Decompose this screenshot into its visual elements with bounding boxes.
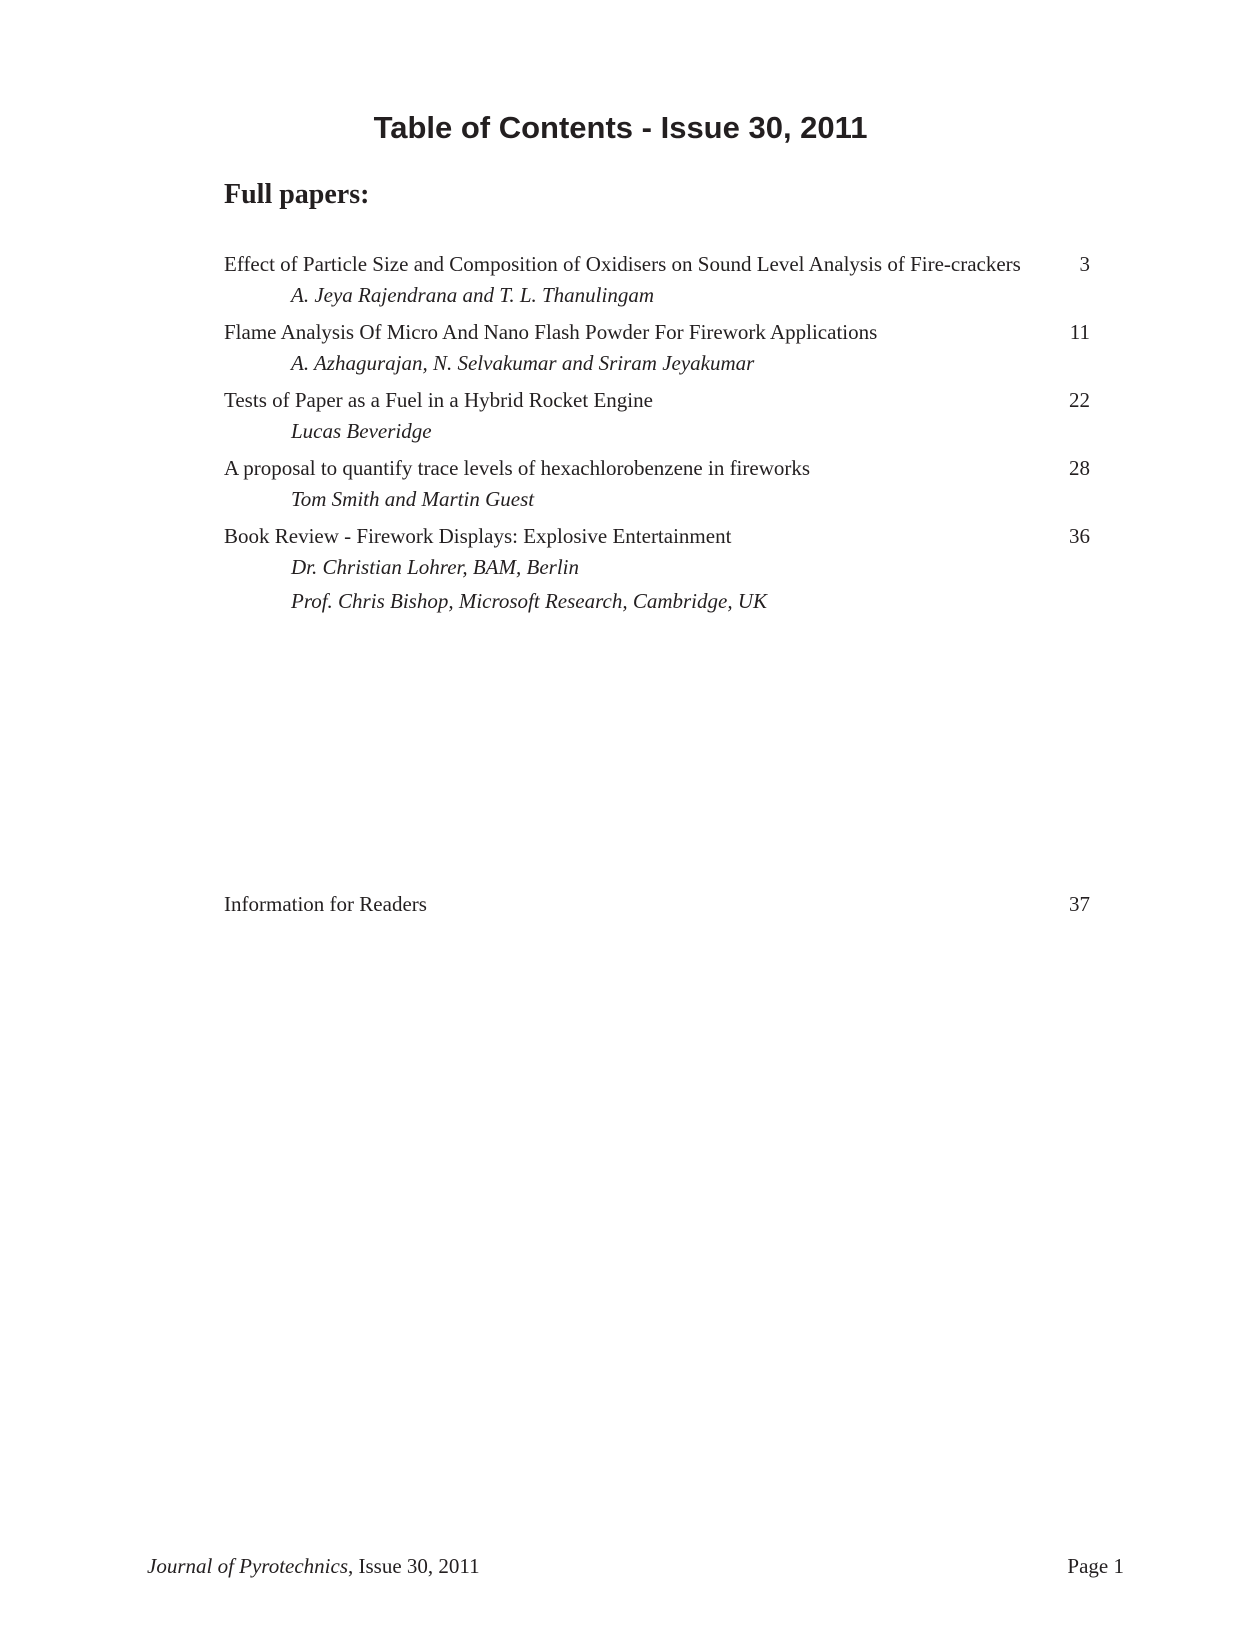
toc-entry-page: 11 <box>1069 320 1090 344</box>
toc-entry-title: A proposal to quantify trace levels of hexachlorobenzene in fireworks <box>224 456 811 480</box>
toc-entry-title: Flame Analysis Of Micro And Nano Flash Powder For Firework Applications <box>224 320 878 344</box>
toc-entry-title: Effect of Particle Size and Composition of Oxidisers on Sound Level Analysis of Fire-crackers <box>224 252 1021 276</box>
toc-entry-page: 22 <box>1069 388 1090 412</box>
toc-entry-page: 36 <box>1069 524 1090 548</box>
toc-entry-authors: A. Azhagurajan, N. Selvakumar and Sriram Jeyakumar <box>291 351 755 375</box>
toc-entry-page: 3 <box>1079 252 1090 276</box>
toc-entry-authors: Tom Smith and Martin Guest <box>291 487 535 511</box>
toc-list <box>224 250 1090 618</box>
toc-entry-authors: Dr. Christian Lohrer, BAM, Berlin <box>291 555 579 579</box>
toc-entry <box>224 250 1090 312</box>
toc-entry-title: Tests of Paper as a Fuel in a Hybrid Rocket Engine <box>224 388 653 412</box>
toc-entry-page: 37 <box>1069 892 1090 916</box>
page-footer <box>147 1552 1124 1580</box>
footer-journal-name: Journal of Pyrotechnics <box>147 1554 349 1578</box>
footer-page-number: Page 1 <box>1067 1554 1124 1578</box>
toc-entry <box>224 454 1090 516</box>
footer-issue: , Issue 30, 2011 <box>348 1554 480 1578</box>
toc-entry <box>224 522 1090 618</box>
toc-entry-title: Book Review - Firework Displays: Explosive Entertainment <box>224 524 732 548</box>
toc-entry-information-for-readers <box>224 890 1090 918</box>
toc-entry-title: Information for Readers <box>224 892 427 916</box>
toc-entry-authors: A. Jeya Rajendrana and T. L. Thanulingam <box>291 283 655 307</box>
footer-citation <box>147 1552 480 1580</box>
toc-entry-authors: Lucas Beveridge <box>291 419 432 443</box>
section-heading-full-papers: Full papers: <box>224 179 370 210</box>
toc-entry-page: 28 <box>1069 456 1090 480</box>
toc-entry <box>224 386 1090 448</box>
toc-entry <box>224 318 1090 380</box>
toc-entry-authors: Prof. Chris Bishop, Microsoft Research, Cambridge, UK <box>291 589 767 613</box>
page-title: Table of Contents - Issue 30, 2011 <box>373 110 868 145</box>
